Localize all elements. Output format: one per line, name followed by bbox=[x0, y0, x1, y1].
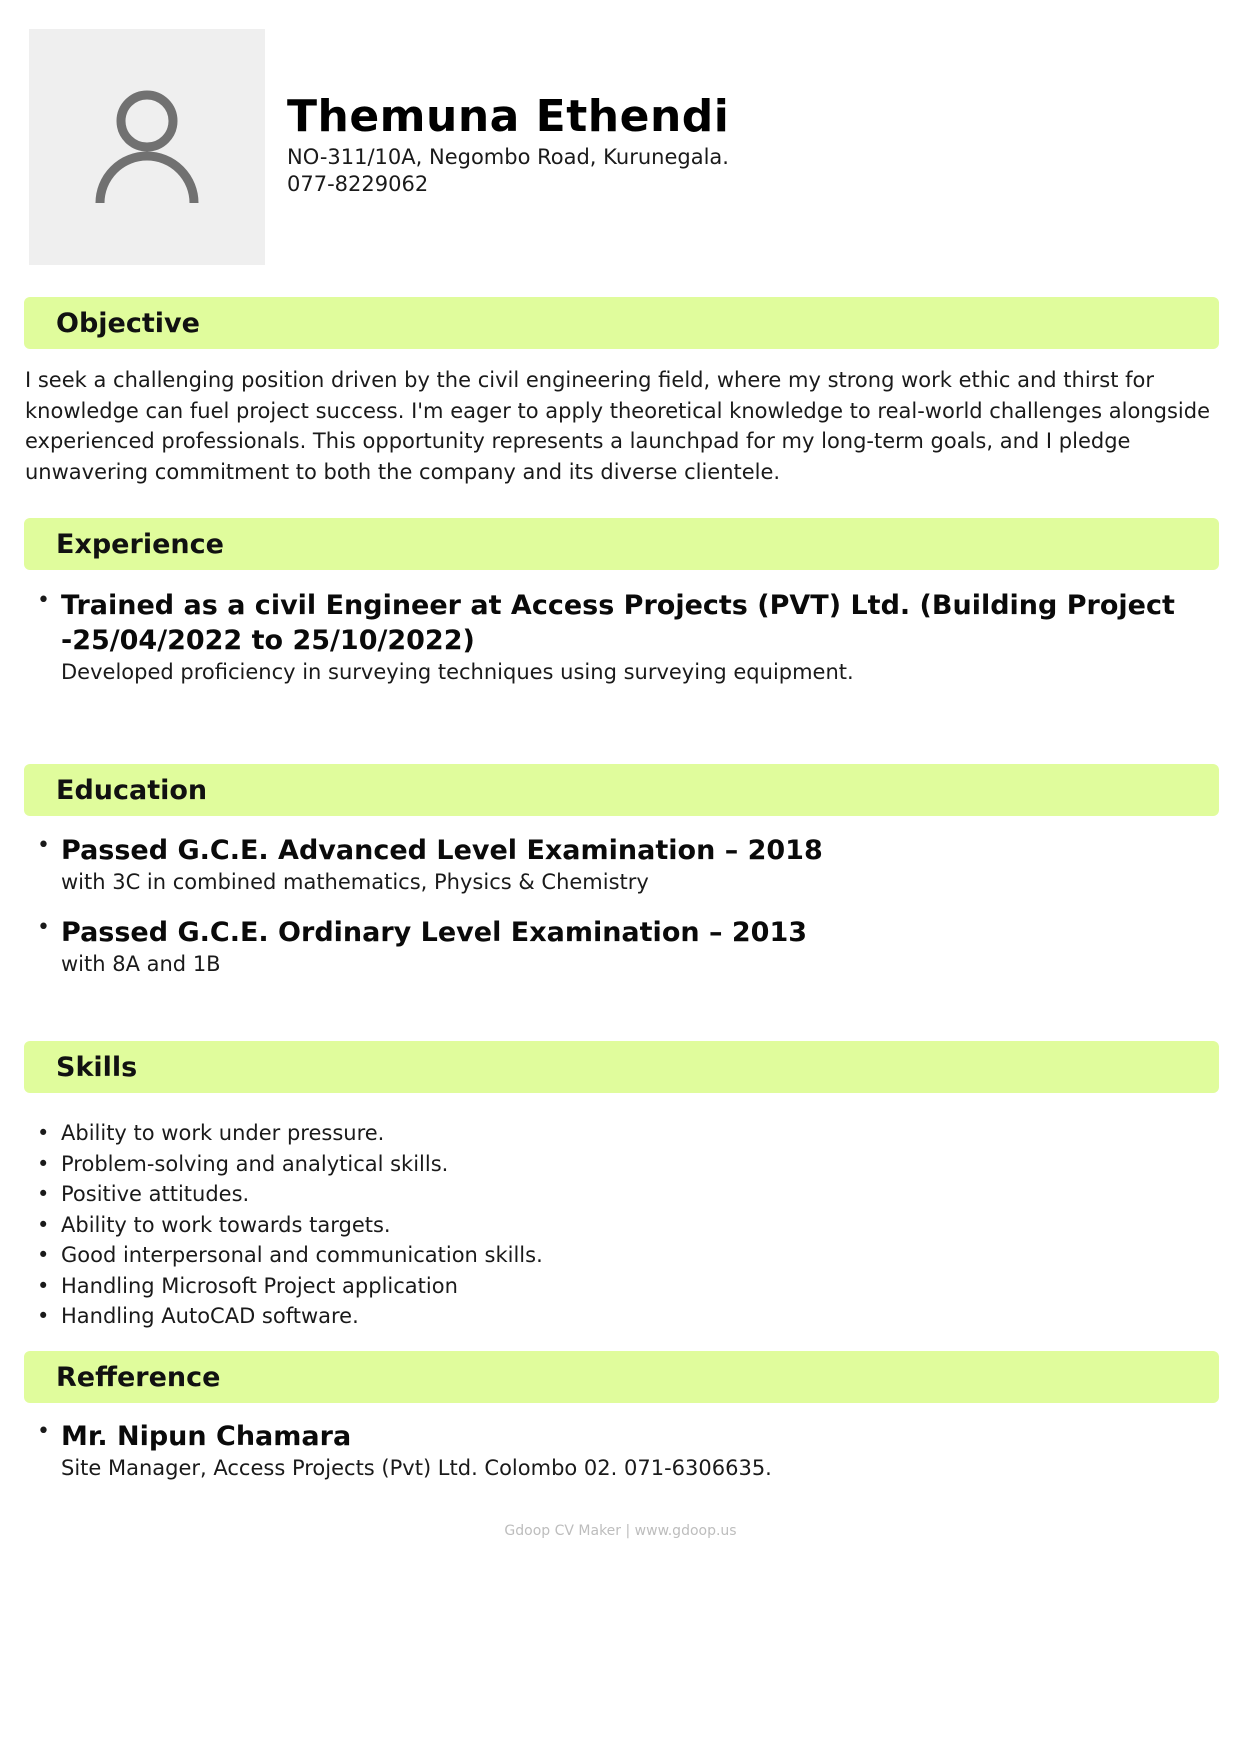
experience-item bbox=[37, 588, 1217, 686]
education-description: with 8A and 1B bbox=[61, 952, 221, 976]
experience-description: Developed proficiency in surveying techniques using surveying equipment. bbox=[61, 660, 854, 684]
skill-item: • Problem-solving and analytical skills. bbox=[37, 1149, 1217, 1180]
section-heading-skills: Skills bbox=[24, 1041, 1219, 1093]
skill-item: • Handling Microsoft Project application bbox=[37, 1271, 1217, 1302]
skill-item: • Good interpersonal and communication skills. bbox=[37, 1240, 1217, 1271]
skill-item: • Handling AutoCAD software. bbox=[37, 1301, 1217, 1332]
phone-number: 077-8229062 bbox=[287, 171, 429, 196]
bullet: • bbox=[37, 915, 50, 940]
experience-title: Trained as a civil Engineer at Access Projects (PVT) Ltd. (Building Project -25/04/2022 to 25/10/2022) bbox=[61, 590, 1175, 656]
section-heading-education: Education bbox=[24, 764, 1219, 816]
user-icon bbox=[92, 87, 202, 207]
skill-item: • Ability to work under pressure. bbox=[37, 1118, 1217, 1149]
reference-item bbox=[37, 1419, 1217, 1482]
personal-info bbox=[287, 91, 729, 198]
cv-header bbox=[29, 29, 1219, 265]
section-heading-objective: Objective bbox=[24, 297, 1219, 349]
skill-item: • Ability to work towards targets. bbox=[37, 1210, 1217, 1241]
education-item bbox=[37, 833, 1217, 896]
reference-description: Site Manager, Access Projects (Pvt) Ltd. Colombo 02. 071-6306635. bbox=[61, 1456, 772, 1480]
education-item bbox=[37, 915, 1217, 978]
footer-credit: Gdoop CV Maker | www.gdoop.us bbox=[504, 1523, 737, 1539]
skill-item: • Positive attitudes. bbox=[37, 1179, 1217, 1210]
section-heading-experience: Experience bbox=[24, 518, 1219, 570]
education-title: Passed G.C.E. Advanced Level Examination – 2018 bbox=[61, 835, 823, 866]
reference-name: Mr. Nipun Chamara bbox=[61, 1421, 352, 1452]
profile-photo-placeholder bbox=[29, 29, 265, 265]
address: NO-311/10A, Negombo Road, Kurunegala. bbox=[287, 144, 729, 169]
candidate-name: Themuna Ethendi bbox=[287, 91, 730, 142]
education-description: with 3C in combined mathematics, Physics & Chemistry bbox=[61, 870, 649, 894]
bullet: • bbox=[37, 588, 50, 613]
section-heading-reference: Refference bbox=[24, 1351, 1219, 1403]
education-title: Passed G.C.E. Ordinary Level Examination – 2013 bbox=[61, 917, 808, 948]
bullet: • bbox=[37, 1419, 50, 1444]
objective-text: I seek a challenging position driven by the civil engineering field, where my strong work ethic and thirst for knowledge can fuel project success. I'm eager to apply theoretical knowledge to real-world challenges alongside experienced professionals. This opportunity represents a launchpad for my long-term goals, and I pledge unwavering commitment to both the company and its diverse clientele. bbox=[25, 368, 1210, 484]
skills-list bbox=[37, 1118, 1217, 1332]
bullet: • bbox=[37, 833, 50, 858]
